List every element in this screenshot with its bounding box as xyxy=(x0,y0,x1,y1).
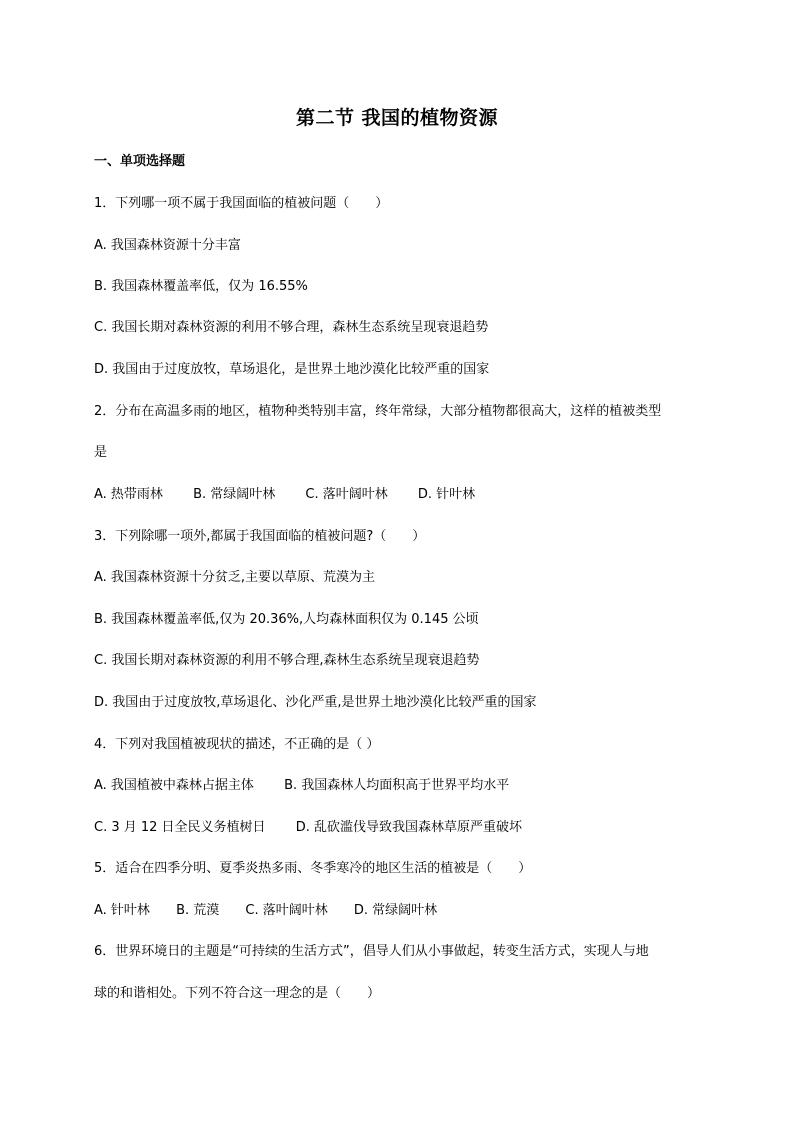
question-3-stem: 3．下列除哪一项外,都属于我国面临的植被问题?（ ） xyxy=(94,529,426,544)
question-2-option-d: D. 针叶林 xyxy=(417,487,476,502)
question-1-option-d: D. 我国由于过度放牧，草场退化，是世界土地沙漠化比较严重的国家 xyxy=(94,362,490,377)
question-5-option-a: A. 针叶林 xyxy=(94,903,150,918)
question-6-stem: 6．世界环境日的主题是“可持续的生活方式”，倡导人们从小事做起，转变生活方式，实现人与地 xyxy=(94,944,649,959)
question-2-options xyxy=(94,483,501,502)
question-4-stem: 4．下列对我国植被现状的描述，不正确的是（ ） xyxy=(94,737,380,752)
question-4-options-row-2 xyxy=(94,816,548,835)
question-5-stem: 5．适合在四季分明、夏季炎热多雨、冬季寒冷的地区生活的植被是（ ） xyxy=(94,861,532,876)
question-1-option-a: A. 我国森林资源十分丰富 xyxy=(94,238,241,253)
question-2-stem-cont: 是 xyxy=(94,445,108,460)
question-6-stem-cont: 球的和谐相处。下列不符合这一理念的是（ ） xyxy=(94,986,381,1001)
question-5-option-d: D. 常绿阔叶林 xyxy=(353,903,438,918)
question-5-option-c: C. 落叶阔叶林 xyxy=(245,903,328,918)
question-4-option-c: C. 3 月 12 日全民义务植树日 xyxy=(94,820,266,835)
question-3-option-a: A. 我国森林资源十分贫乏,主要以草原、荒漠为主 xyxy=(94,570,376,585)
question-1-option-c: C. 我国长期对森林资源的利用不够合理，森林生态系统呈现衰退趋势 xyxy=(94,320,489,335)
question-4-option-b: B. 我国森林人均面积高于世界平均水平 xyxy=(284,778,510,793)
question-2-stem: 2．分布在高温多雨的地区，植物种类特别丰富，终年常绿，大部分植物都很高大，这样的植被类型 xyxy=(94,404,662,419)
question-3-option-b: B. 我国森林覆盖率低,仅为 20.36%,人均森林面积仅为 0.145 公顷 xyxy=(94,612,479,627)
question-3-option-c: C. 我国长期对森林资源的利用不够合理,森林生态系统呈现衰退趋势 xyxy=(94,653,480,668)
question-3-option-d: D. 我国由于过度放牧,草场退化、沙化严重,是世界土地沙漠化比较严重的国家 xyxy=(94,695,537,710)
question-1-stem: 1．下列哪一项不属于我国面临的植被问题（ ） xyxy=(94,196,389,211)
question-2-option-b: B. 常绿阔叶林 xyxy=(193,487,276,502)
section-heading: 一、单项选择题 xyxy=(94,154,186,169)
question-5-options xyxy=(94,899,459,918)
question-2-option-a: A. 热带雨林 xyxy=(94,487,163,502)
question-4-options-row-1 xyxy=(94,774,535,793)
question-4-option-d: D. 乱砍滥伐导致我国森林草原严重破坏 xyxy=(295,820,522,835)
question-1-option-b: B. 我国森林覆盖率低，仅为 16.55% xyxy=(94,279,308,294)
question-4-option-a: A. 我国植被中森林占据主体 xyxy=(94,778,254,793)
question-2-option-c: C. 落叶阔叶林 xyxy=(305,487,388,502)
question-5-option-b: B. 荒漠 xyxy=(176,903,220,918)
page-title: 第二节 我国的植物资源 xyxy=(295,107,499,129)
